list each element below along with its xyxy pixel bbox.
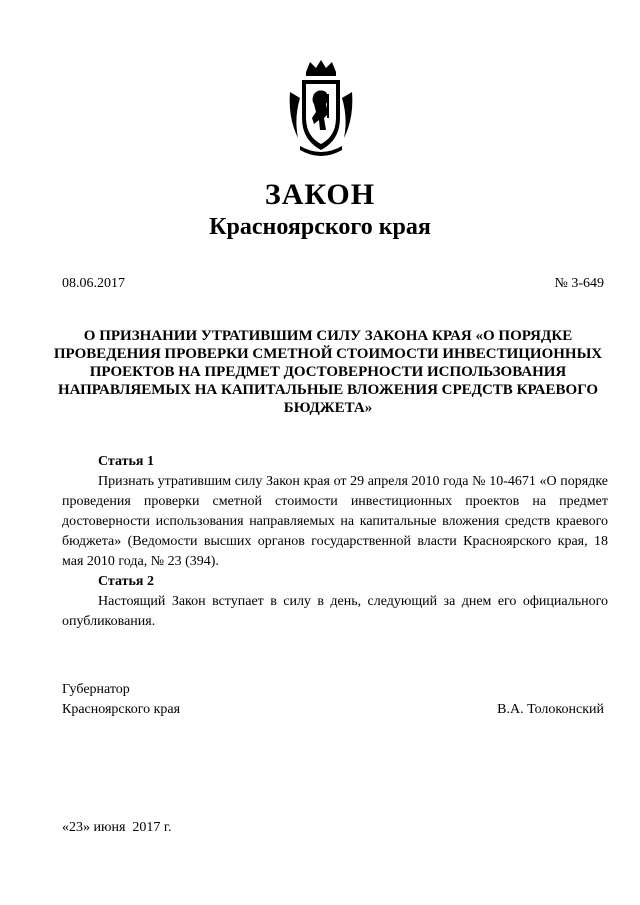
article-heading: Статья 2 — [98, 574, 154, 589]
article-text: Признать утратившим силу Закон края от 29 апреля 2010 года № 10-4671 «О порядке проведения проверки сметной стоимости инвестиционных проектов на предмет достоверности использования направляемых на капитальные вложения средств краевого бюджета» (Ведомости высших органов государственной власти Красноярского края, 18 мая 2010 года, № 23 (394). — [62, 474, 608, 569]
article-heading: Статья 1 — [98, 454, 154, 469]
document-number: № 3-649 — [554, 276, 604, 291]
document-date: 08.06.2017 — [62, 276, 125, 291]
coat-of-arms-icon — [286, 58, 356, 158]
signatory-position — [62, 680, 180, 720]
document-issuer-subtitle: Красноярского края — [209, 214, 431, 240]
signed-date: «23» июня 2017 г. — [62, 820, 172, 835]
signatory-position-line2: Красноярского края — [62, 702, 181, 717]
signatory-name: В.А. Толоконский — [497, 702, 604, 717]
article-2 — [62, 572, 608, 632]
article-1 — [62, 452, 608, 572]
law-title: О ПРИЗНАНИИ УТРАТИВШИМ СИЛУ ЗАКОНА КРАЯ «О ПОРЯДКЕ ПРОВЕДЕНИЯ ПРОВЕРКИ СМЕТНОЙ СТОИМОСТИ ИНВЕСТИЦИОННЫХ ПРОЕКТОВ НА ПРЕДМЕТ ДОСТОВЕРНОСТИ ИСПОЛЬЗОВАНИЯ НАПРАВЛЯЕМЫХ НА КАПИТАЛЬНЫЕ ВЛОЖЕНИЯ СРЕДСТВ КРАЕВОГО БЮДЖЕТА» — [53, 328, 603, 416]
signatory-position-line1: Губернатор — [62, 682, 130, 697]
document-type-title: ЗАКОН — [264, 178, 376, 211]
article-text: Настоящий Закон вступает в силу в день, следующий за днем его официального опубликования. — [62, 594, 608, 629]
